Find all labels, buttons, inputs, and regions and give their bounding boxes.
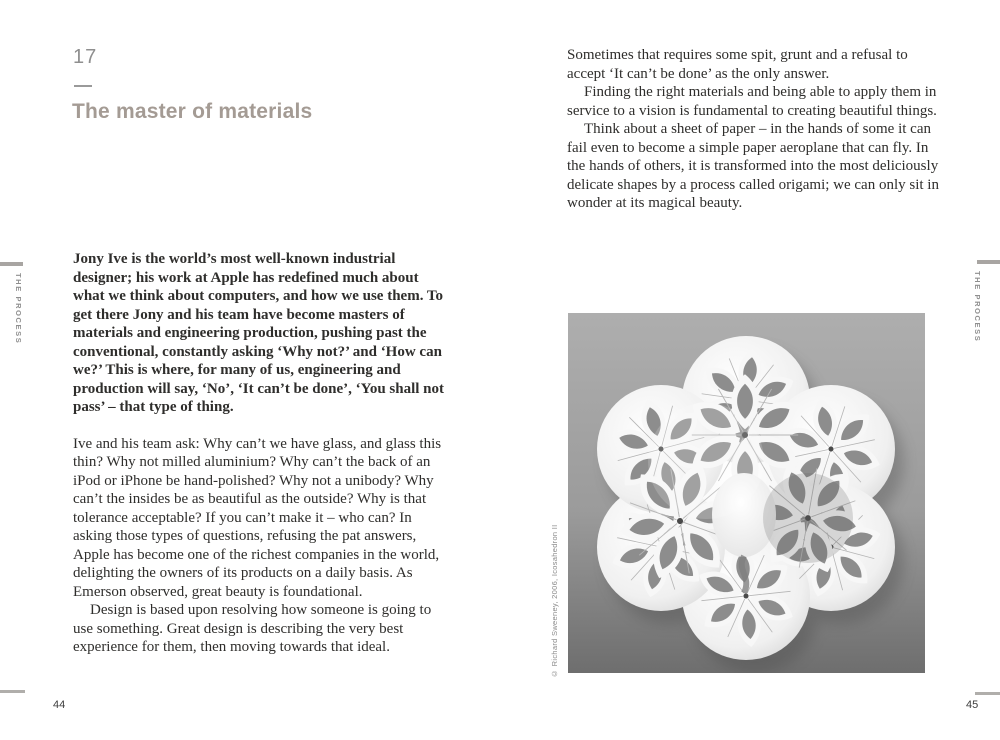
- page-number-left: 44: [53, 699, 66, 711]
- left-footer-rule: [0, 690, 25, 693]
- paragraph: Sometimes that requires some spit, grunt and a refusal to accept ‘It can’t be done’ as the only answer.: [567, 47, 908, 82]
- photo-caption: © Richard Sweeney, 2006, Icosahedron II: [550, 524, 559, 678]
- chapter-number: 17: [73, 46, 98, 68]
- left-margin-section-label: THE PROCESS: [14, 273, 23, 345]
- paragraph: Think about a sheet of paper – in the hands of some it can fail even to become a simple paper aeroplane that can fly. In the hands of others, it is transformed into the most deliciously delicate shapes by a process called origami; we can only sit in wonder at its magical beauty.: [567, 121, 939, 211]
- paragraph: Design is based upon resolving how someone is going to use something. Great design is describing the very best experience for them, then moving towards that ideal.: [73, 602, 432, 655]
- page-number-right: 45: [966, 699, 979, 711]
- left-margin-rule: [0, 262, 23, 266]
- right-body-text: [567, 46, 943, 213]
- paragraph: Ive and his team ask: Why can’t we have glass, and glass this thin? Why not milled aluminium? Why can’t the back of an iPod or iPhone be hand-polished? Why not a unibody? Why can’t the insides be as beautiful as the outside? Why is that tolerance acceptable? If you can’t make it – who can? In asking those types of questions, refusing the pat answers, Apple has become one of the richest companies in the world, delighting the owners of its products on a daily basis. As Emerson observed, great beauty is foundational.: [73, 435, 442, 600]
- origami-photo: [568, 313, 925, 673]
- page-title: The master of materials: [72, 100, 313, 123]
- chapter-number-rule: [74, 85, 92, 87]
- paragraph: Jony Ive is the world’s most well-known industrial designer; his work at Apple has redefined much about what we think about computers, and how we use them. To get there Jony and his team have become masters of materials and engineering production, pushing past the conventional, constantly asking ‘Why not?’ and ‘How can we?’ This is where, for many of us, engineering and production will say, ‘No’, ‘It can’t be done’, ‘You shall not pass’ – that type of thing.: [73, 251, 445, 415]
- right-margin-section-label: THE PROCESS: [973, 271, 982, 343]
- left-body-text: [73, 250, 451, 657]
- right-margin-rule: [977, 260, 1000, 264]
- paragraph: Finding the right materials and being able to apply them in service to a vision is fundamental to creating beautiful things.: [567, 84, 937, 119]
- right-footer-rule: [975, 692, 1000, 695]
